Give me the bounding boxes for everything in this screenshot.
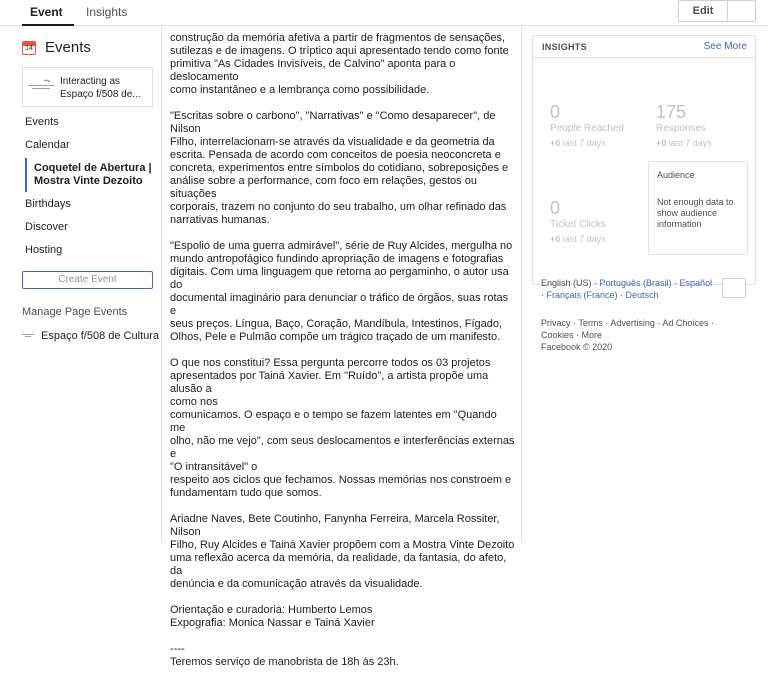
description-line: Filho, interrelacionam-se através da visualidade e da geometria da [170,136,495,148]
description-paragraph [170,110,515,227]
description-paragraph [170,643,515,669]
sidebar-item-selected-event[interactable] [25,158,153,192]
description-line: comunicamos. O espaço e o tempo se fazem latentes em "Quando me [170,409,497,434]
description-line: respeito aos ciclos que fechamos. Nossas memórias nos constroem e [170,474,512,486]
insights-card [532,35,756,285]
edit-button-label: Edit [692,5,714,17]
description-line: mundo antropofágico fundindo apropriação de imagens e fotografias [170,253,504,265]
audience-message: Not enough data to show audience information [657,197,734,229]
responses-label: Responses [656,123,707,134]
description-line: corporais, trazem no conjunto do seu trabalho, um olhar refinado das [170,201,507,213]
footer-more[interactable]: More [581,330,603,340]
audience-title: Audience [657,170,695,180]
description-line: análise sobre a performance, com foco em relações, gestos ou situações [170,175,477,200]
description-line: construção da memória afetiva a partir de fragmentos de sensações, [170,32,506,44]
description-line: sutilezas e de imagens. O tríptico aqui apresentado tendo como fonte [170,45,509,57]
people-reached-label: People Reached [550,123,624,134]
page-logo-small-icon [22,331,34,339]
description-line: Orientação e curadoria: Humberto Lemos [170,604,373,616]
description-line: Olhos, Pele e Pulmão compõe um trágico traçado de um manifesto. [170,331,501,343]
language-current: English (US) [541,278,592,288]
people-reached-delta: +0 [550,138,561,148]
language-option[interactable]: Français (France) [546,290,618,300]
metric-ticket-clicks [550,198,606,245]
description-line: primitiva "As Cidades Invisíveis, de Calvino" aponta para o deslocamento [170,58,456,83]
sidebar-item-hosting[interactable]: Hosting [25,244,63,256]
responses-change [656,137,712,149]
description-line: como nos [170,396,218,408]
description-line: "Espolio de uma guerra admirável", série de Ruy Alcides, mergulha no [170,240,513,252]
description-paragraph [170,513,515,591]
event-description [170,19,515,682]
ticket-clicks-value: 0 [550,198,561,218]
language-option[interactable]: Português (Brasil) [599,278,672,288]
description-line: seus preços. Língua, Baço, Coração, Mandíbula, Intestinos, Fígado, [170,318,503,330]
selected-event-label: Coquetel de Abertura | Mostra Vinte Dezoito [34,162,152,187]
active-tab-indicator [22,24,74,26]
more-languages-button[interactable] [722,278,746,298]
language-option[interactable]: Deutsch [625,290,659,300]
create-event-button[interactable]: Create Event [22,271,153,289]
description-line: olho, não me vejo", com seus deslocamentos e interferências externas e [170,435,515,460]
footer-ad-choices[interactable]: Ad Choices [662,318,709,328]
footer-terms[interactable]: Terms [578,318,603,328]
description-paragraph [170,19,515,97]
metric-responses [656,102,712,149]
ticket-clicks-period: last 7 days [562,234,606,244]
description-line: "Escritas sobre o carbono", "Narrativas" e "Como desaparecer", de Nilson [170,110,496,135]
description-line: Expografia: Monica Nassar e Tainá Xavier [170,617,375,629]
sidebar-item-discover[interactable]: Discover [25,221,68,233]
event-description-panel [161,19,522,668]
people-reached-change [550,137,624,149]
description-line: como instantâneo e a lembrança como possibilidade. [170,84,430,96]
insights-header [533,36,755,58]
sidebar-item-calendar[interactable]: Calendar [25,139,70,151]
description-paragraph [170,357,515,500]
audience-box [648,161,748,255]
footer-advertising[interactable]: Advertising [610,318,655,328]
see-more-link[interactable]: See More [703,41,747,52]
description-line: narrativas humanas. [170,214,270,226]
people-reached-value: 0 [550,102,561,122]
language-selector: English (US) · Português (Brasil) · Español · Français (France) · Deutsch [541,278,713,300]
description-line: documental imaginário para denunciar o tráfico de órgãos, suas rotas e [170,292,509,317]
manage-page-events-heading: Manage Page Events [22,306,128,318]
insights-title: INSIGHTS [542,42,587,52]
description-paragraph [170,604,515,630]
right-column [532,27,768,541]
page-title: Events [45,39,91,56]
description-line: ---- [170,643,185,655]
edit-button-separator [727,1,728,22]
description-line: concreta, experimentos entre símbolos do cotidiano, sobreposições e [170,162,509,174]
description-line: digitais. Com uma linguagem que retorna ao pergaminho, o autor usa do [170,266,509,291]
description-line: Ariadne Naves, Bete Coutinho, Fanynha Ferreira, Marcela Rossiter, Nilson [170,513,500,538]
responses-value: 175 [656,102,687,122]
tab-event[interactable]: Event [30,5,63,19]
calendar-icon-day: 14 [25,45,33,52]
page-logo-icon [26,77,56,95]
description-line: escrita. Pensada de acordo com conceitos de poesia neoconcreta e [170,149,501,161]
sidebar-item-birthdays[interactable]: Birthdays [25,198,71,210]
description-line: Filho, Ruy Alcides e Tainá Xavier propõem com a Mostra Vinte Dezoito [170,539,515,551]
footer-privacy[interactable]: Privacy [541,318,571,328]
language-option[interactable]: Español [679,278,713,288]
interacting-as-label: Interacting as Espaço f/508 de... [60,76,141,100]
footer-copyright: Facebook © 2020 [541,342,613,352]
description-line: fundamentam tudo que somos. [170,487,322,499]
left-sidebar [0,27,160,541]
people-reached-period: last 7 days [562,138,606,148]
tab-insights[interactable]: Insights [86,5,128,19]
interacting-as-card[interactable] [22,67,153,107]
description-line: denúncia e da comunicação através da visualidade. [170,578,423,590]
responses-period: last 7 days [668,138,712,148]
responses-delta: +0 [656,138,667,148]
description-line: uma reflexão acerca da memória, da realidade, da fantasia, do afeto, da [170,552,507,577]
sidebar-item-events[interactable]: Events [25,116,59,128]
description-line: O que nos constitui? Essa pergunta percorre todos os 03 projetos [170,357,491,369]
description-line: Teremos serviço de manobrista de 18h às 23h. [170,656,399,668]
metric-people-reached [550,102,624,149]
footer-links: Privacy · Terms · Advertising · Ad Choices · Cookies · More Facebook © 2020 [541,318,714,352]
edit-button[interactable] [678,0,756,22]
footer-cookies[interactable]: Cookies [541,330,574,340]
description-line: . [170,19,174,31]
description-line: "O intransitável" o [170,461,258,473]
description-paragraph [170,240,515,344]
calendar-icon [22,41,36,55]
description-line: apresentados por Tainá Xavier. Em "Ruído", a artista propõe uma alusão a [170,370,489,395]
ticket-clicks-change [550,233,606,245]
managed-page-item[interactable]: Espaço f/508 de Cultura [41,330,160,342]
ticket-clicks-label: Ticket Clicks [550,219,606,230]
ticket-clicks-delta: +0 [550,234,561,244]
